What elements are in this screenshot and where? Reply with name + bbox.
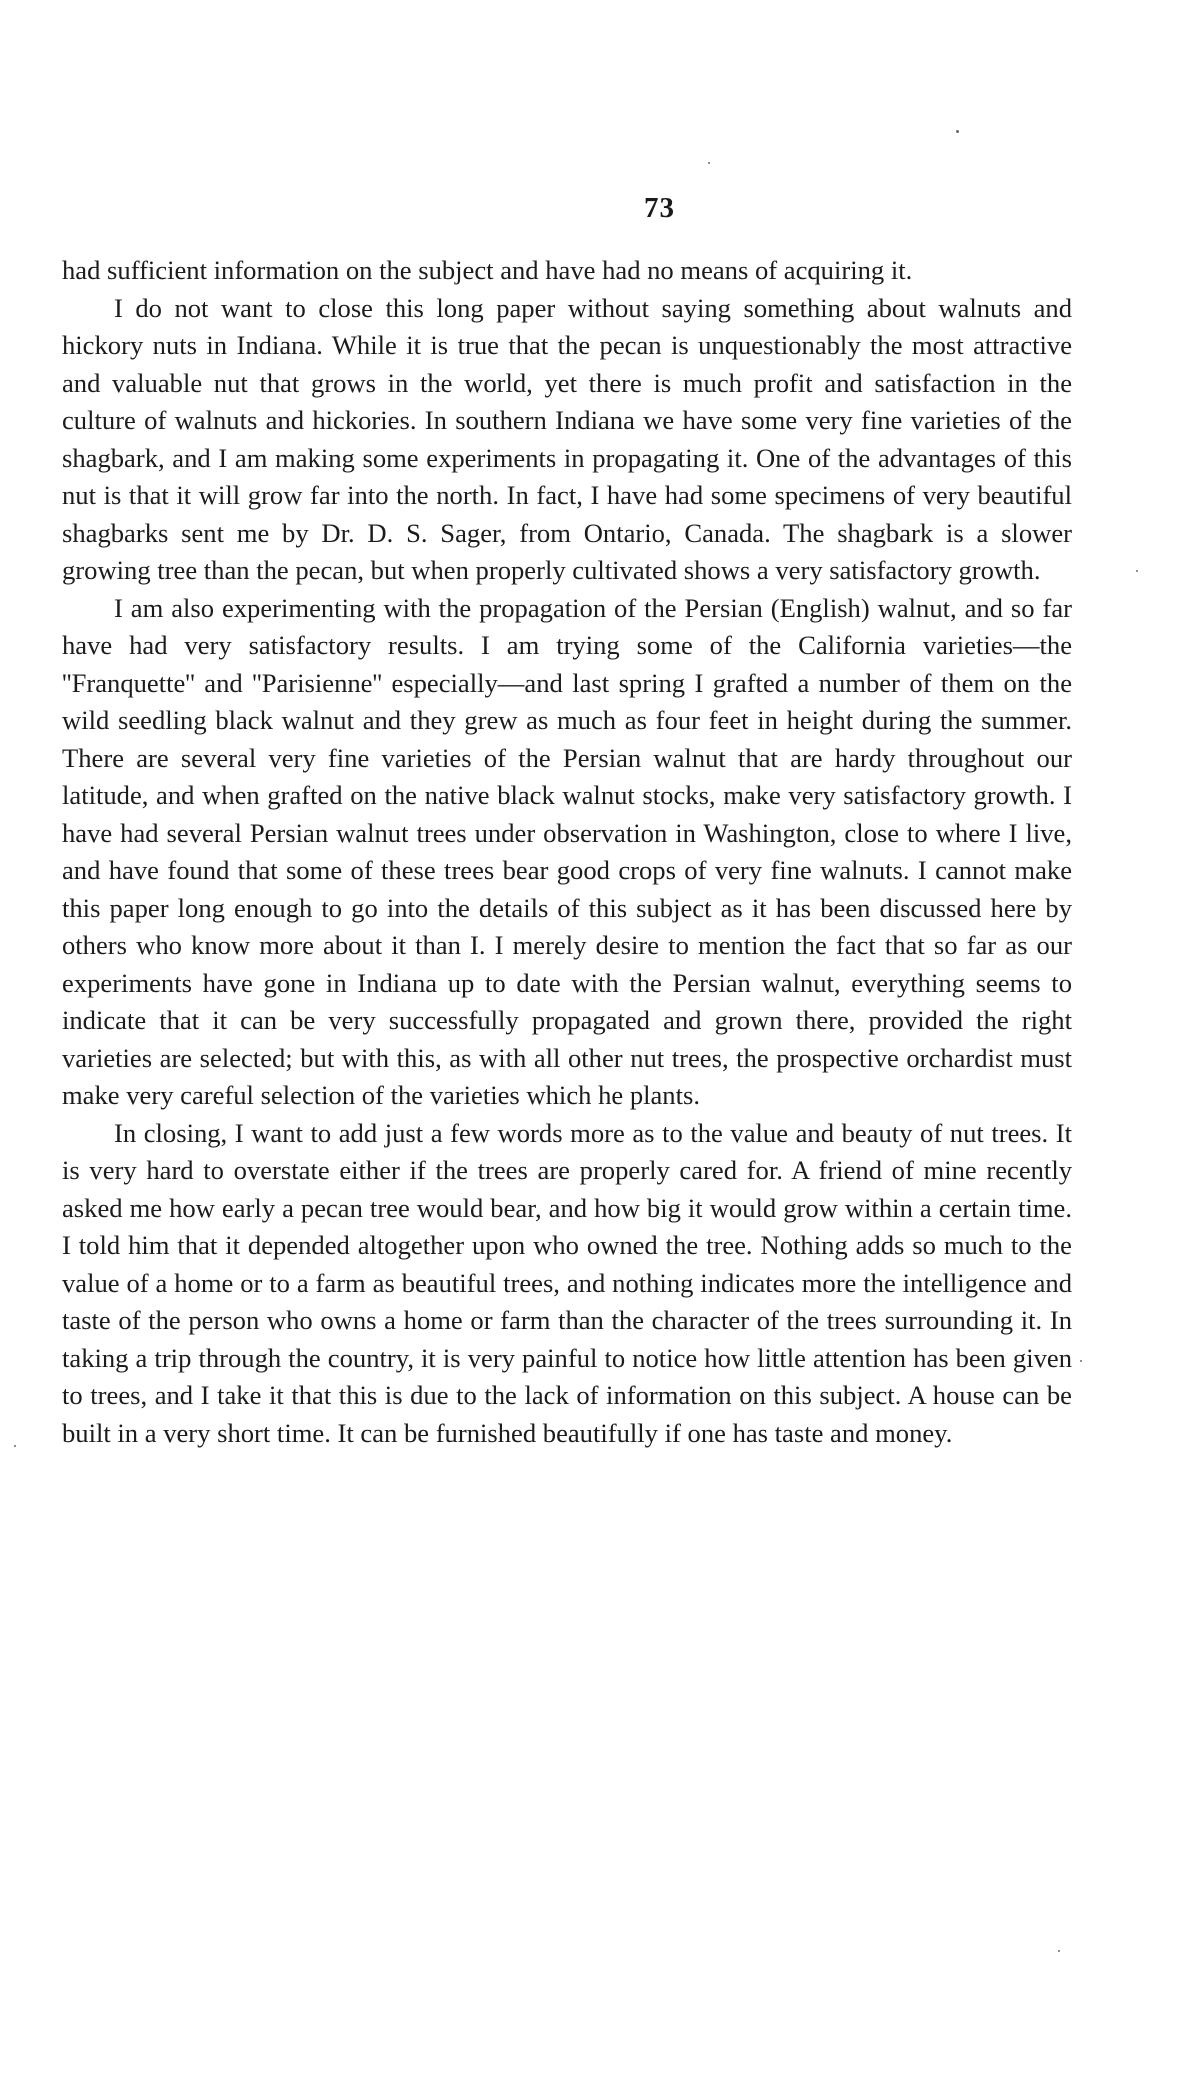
paragraph-walnuts-hickories: I do not want to close this long paper without saying something about walnuts and hickory nuts in Indiana. While it is true that the pecan is unquestionably the most attractive and valuable nut that grows in the world, yet there is much profit and satisfaction in the culture of walnuts and hickories. In southern Indiana we have some very fine varieties of the shagbark, and I am making some experiments in propagating it. One of the advantages of this nut is that it will grow far into the north. In fact, I have had some specimens of very beautiful shagbarks sent me by Dr. D. S. Sager, from Ontario, Canada. The shagbark is a slower growing tree than the pecan, but when properly cultivated shows a very satisfactory growth. (62, 292, 1072, 585)
body-text (62, 252, 1072, 1452)
page-number: 73 (644, 192, 675, 224)
scan-speck (1080, 1360, 1082, 1362)
paragraph-closing: In closing, I want to add just a few words more as to the value and beauty of nut trees. It is very hard to overstate either if the trees are properly cared for. A friend of mine recently asked me how early a pecan tree would bear, and how big it would grow within a certain time. I told him that it depended altogether upon who owned the tree. Nothing adds so much to the value of a home or to a farm as beautiful trees, and nothing indicates more the intelligence and taste of the person who owns a home or farm than the character of the trees surrounding it. In taking a trip through the country, it is very painful to notice how little attention has been given to trees, and I take it that this is due to the lack of information on this subject. A house can be built in a very short time. It can be furnished beautifully if one has taste and money. (62, 1117, 1072, 1448)
scan-speck (1058, 1950, 1060, 1952)
scan-speck (1136, 570, 1138, 572)
scan-speck (956, 130, 959, 133)
paragraph-persian-walnut: I am also experimenting with the propagation of the Persian (English) walnut, and so far have had very satisfactory results. I am trying some of the California varieties—the ''Franquette'' and ''Parisienne'' especially—and last spring I grafted a number of them on the wild seedling black walnut and they grew as much as four feet in height during the summer. There are several very fine varieties of the Persian walnut that are hardy throughout our latitude, and when grafted on the native black walnut stocks, make very satisfactory growth. I have had several Persian walnut trees under observation in Washington, close to where I live, and have found that some of these trees bear good crops of very fine walnuts. I cannot make this paper long enough to go into the details of this subject as it has been discussed here by others who know more about it than I. I merely desire to mention the fact that so far as our experiments have gone in Indiana up to date with the Persian walnut, everything seems to indicate that it can be very successfully propagated and grown there, provided the right varieties are selected; but with this, as with all other nut trees, the prospective orchardist must make very careful selection of the varieties which he plants. (62, 592, 1072, 1110)
scan-speck (14, 1445, 16, 1447)
paragraph-continuation: had sufficient information on the subject and have had no means of acquiring it. (62, 255, 913, 285)
scan-speck (708, 162, 710, 164)
